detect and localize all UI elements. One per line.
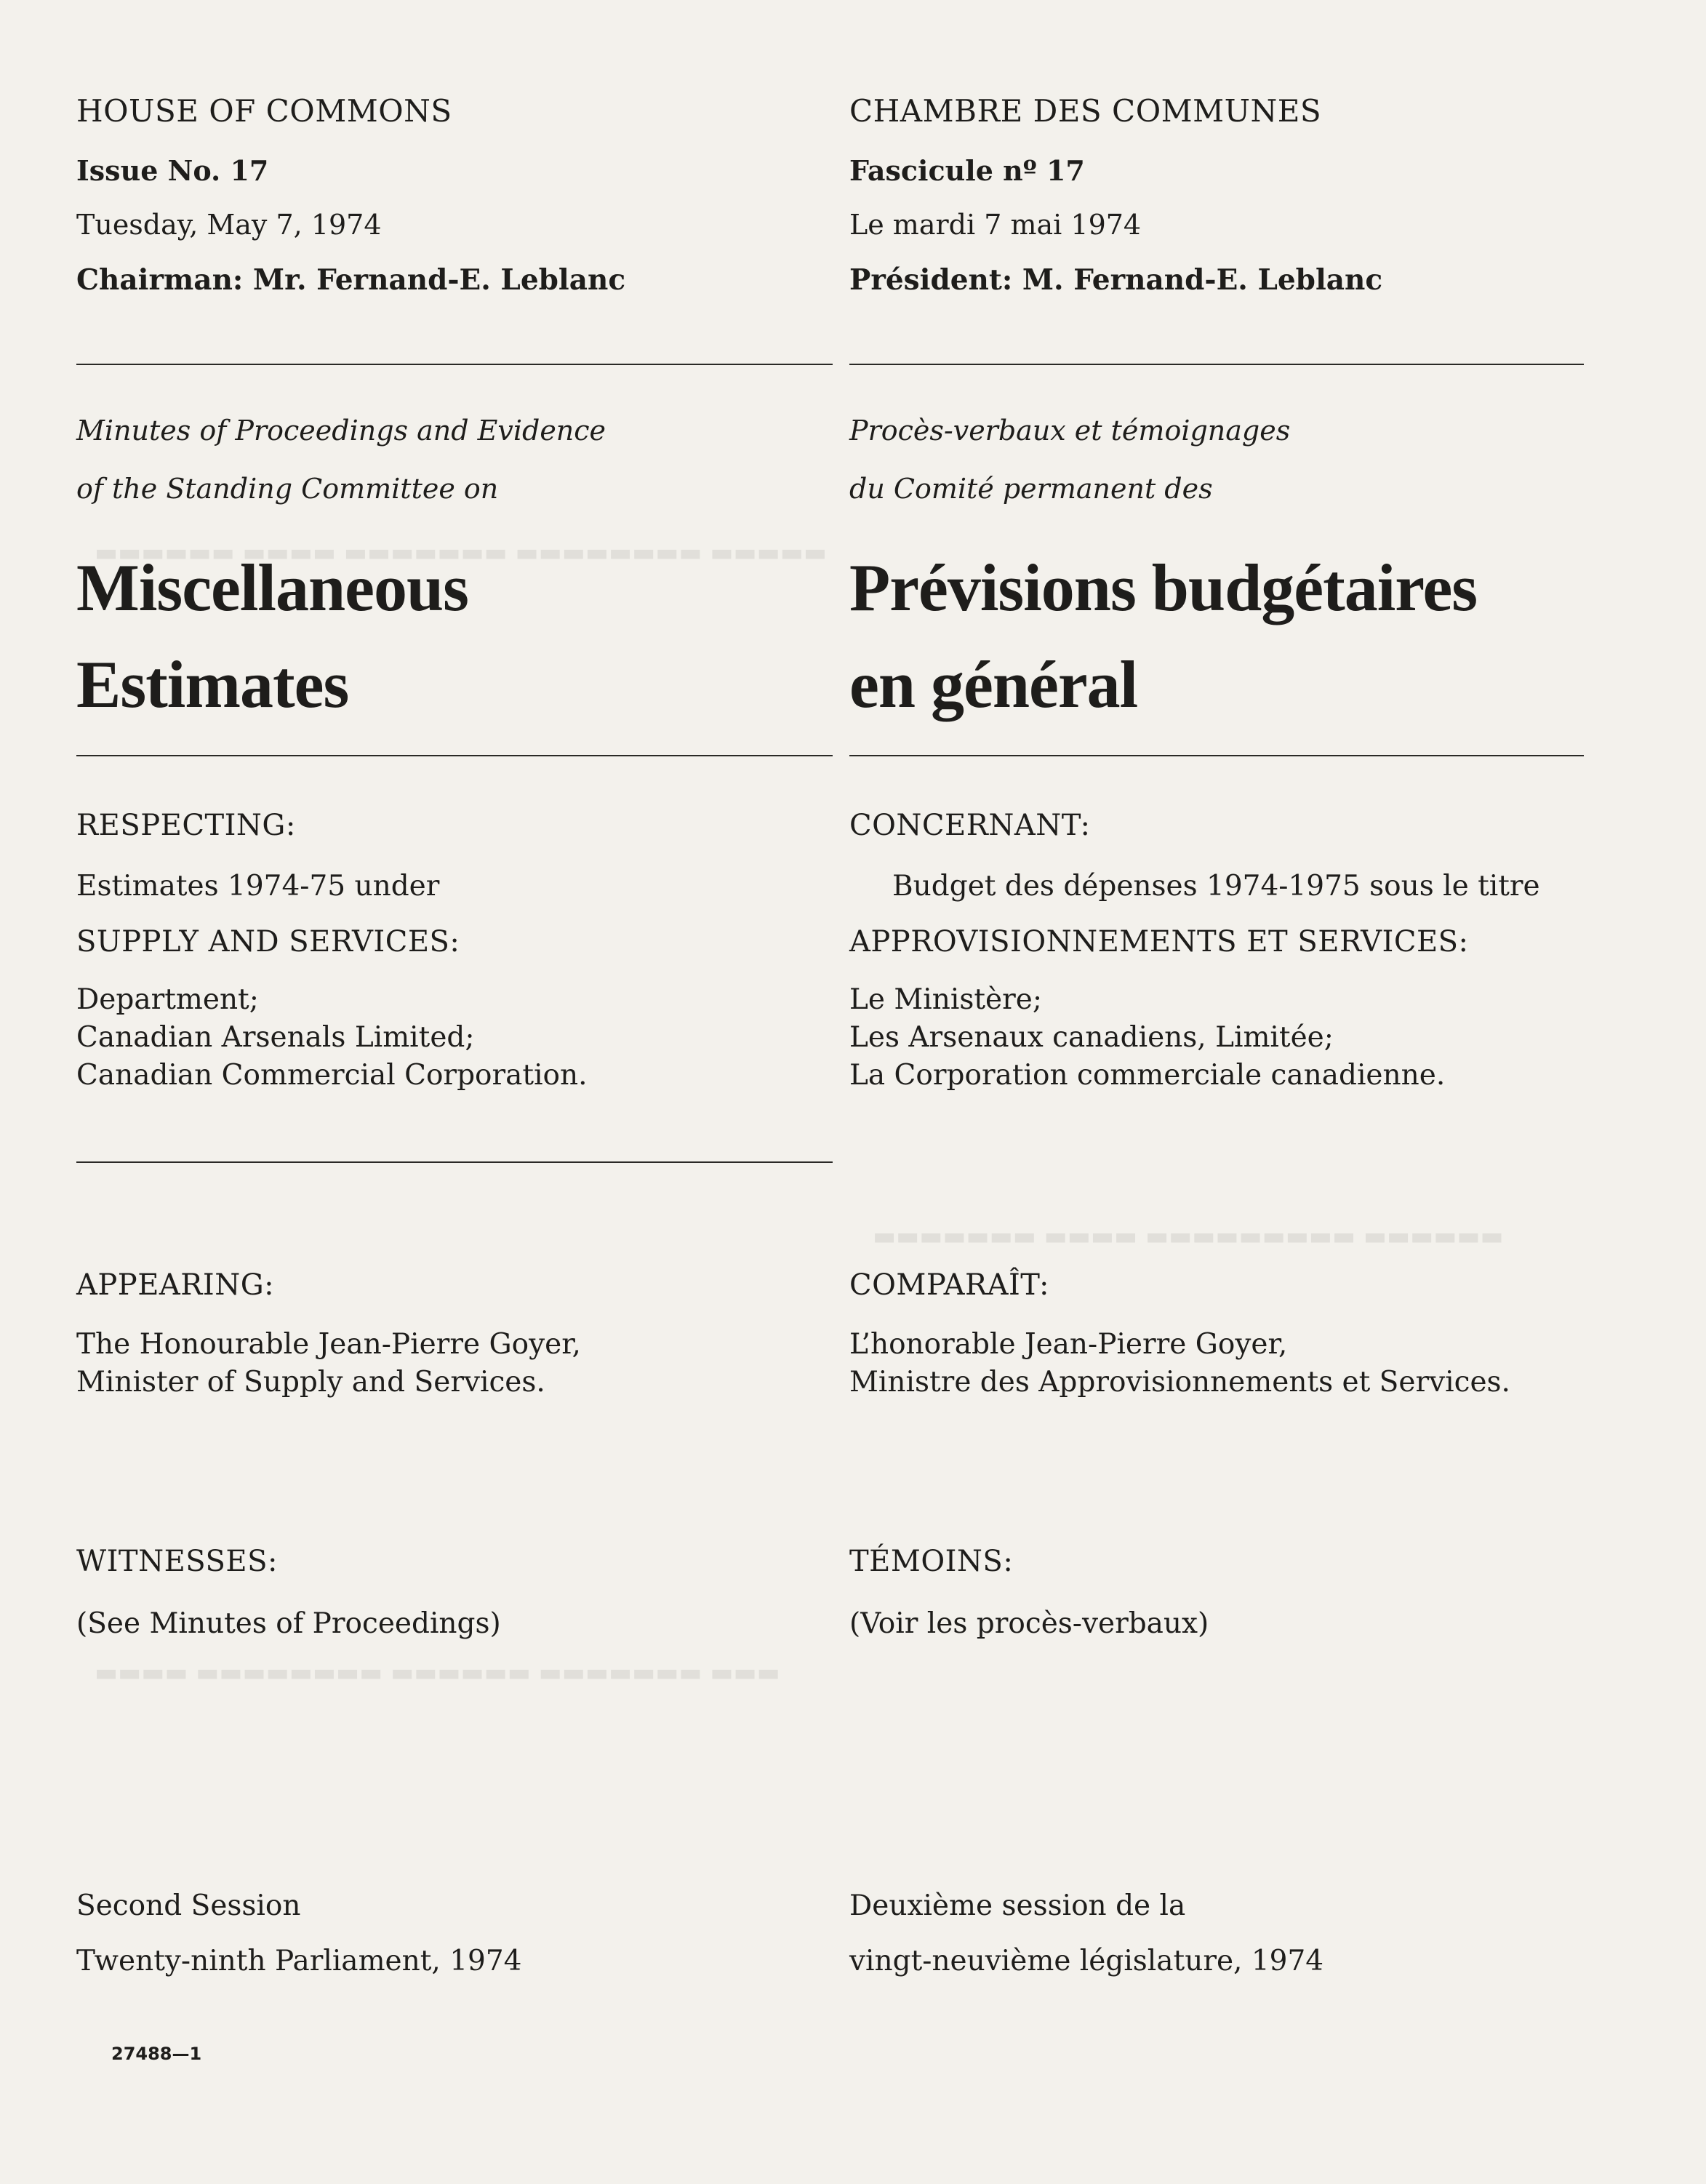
divider [76,364,833,365]
french-column [849,0,1598,2184]
appearing-line-1: L’honorable Jean-Pierre Goyer, [849,1328,1288,1361]
session-line-2: Twenty-ninth Parliament, 1974 [76,1945,522,1977]
committee-title-line-2: Estimates [76,647,349,721]
witnesses-label: TÉMOINS: [849,1545,1014,1578]
subject-item: Canadian Commercial Corporation. [76,1059,588,1092]
bleed-through-decoration: ▬▬▬▬▬▬ ▬▬▬▬ ▬▬▬▬▬▬▬ ▬▬▬▬▬▬▬▬ ▬▬▬▬▬ [95,538,827,567]
minutes-line-1: Minutes of Proceedings and Evidence [76,415,606,447]
appearing-label: APPEARING: [76,1268,275,1302]
witnesses-label: WITNESSES: [76,1545,278,1578]
subject-item: Canadian Arsenals Limited; [76,1021,475,1054]
subject-item: Department; [76,983,259,1016]
issue-date: Tuesday, May 7, 1974 [76,209,382,241]
divider [76,755,833,756]
minutes-line-1: Procès-verbaux et témoignages [849,415,1291,447]
house-name: HOUSE OF COMMONS [76,93,452,129]
chairman-line: Chairman: Mr. Fernand-E. Leblanc [76,263,626,297]
respecting-text: Estimates 1974-75 under [76,870,440,903]
committee-title-line-2: en général [849,647,1138,721]
chairman-line: Président: M. Fernand-E. Leblanc [849,263,1383,297]
minutes-line-2: du Comité permanent des [849,473,1213,505]
respecting-text: Budget des dépenses 1974-1975 sous le titre [892,870,1540,903]
divider [849,755,1584,756]
bleed-through-decoration: ▬▬▬▬ ▬▬▬▬▬▬▬▬ ▬▬▬▬▬▬ ▬▬▬▬▬▬▬ ▬▬▬ [95,1658,780,1687]
print-code: 27488—1 [111,2044,202,2064]
subject-item: La Corporation commerciale canadienne. [849,1059,1446,1092]
english-column [76,0,833,2184]
committee-title-line-1: Prévisions budgétaires [849,551,1478,625]
session-line-2: vingt-neuvième législature, 1974 [849,1945,1324,1977]
subject-item: Les Arsenaux canadiens, Limitée; [849,1021,1334,1054]
supply-heading: SUPPLY AND SERVICES: [76,925,460,959]
supply-heading: APPROVISIONNEMENTS ET SERVICES: [849,925,1469,959]
issue-number: Fascicule nº 17 [849,154,1085,187]
appearing-line-1: The Honourable Jean-Pierre Goyer, [76,1328,581,1361]
appearing-line-2: Ministre des Approvisionnements et Services. [849,1366,1510,1399]
respecting-label: CONCERNANT: [849,809,1091,842]
issue-date: Le mardi 7 mai 1974 [849,209,1142,241]
witnesses-text: (See Minutes of Proceedings) [76,1607,501,1640]
respecting-label: RESPECTING: [76,809,296,842]
bleed-through-decoration: ▬▬▬▬▬▬▬ ▬▬▬▬ ▬▬▬▬▬▬▬▬▬ ▬▬▬▬▬▬ [873,1222,1504,1251]
issue-number: Issue No. 17 [76,154,269,187]
subject-item: Le Ministère; [849,983,1043,1016]
witnesses-text: (Voir les procès-verbaux) [849,1607,1209,1640]
session-line-1: Second Session [76,1889,301,1922]
appearing-label: COMPARAÎT: [849,1268,1050,1302]
house-name: CHAMBRE DES COMMUNES [849,93,1322,129]
appearing-line-2: Minister of Supply and Services. [76,1366,545,1399]
minutes-line-2: of the Standing Committee on [76,473,499,505]
committee-title-line-1: Miscellaneous [76,551,468,625]
divider [849,364,1584,365]
divider [76,1161,833,1163]
session-line-1: Deuxième session de la [849,1889,1186,1922]
